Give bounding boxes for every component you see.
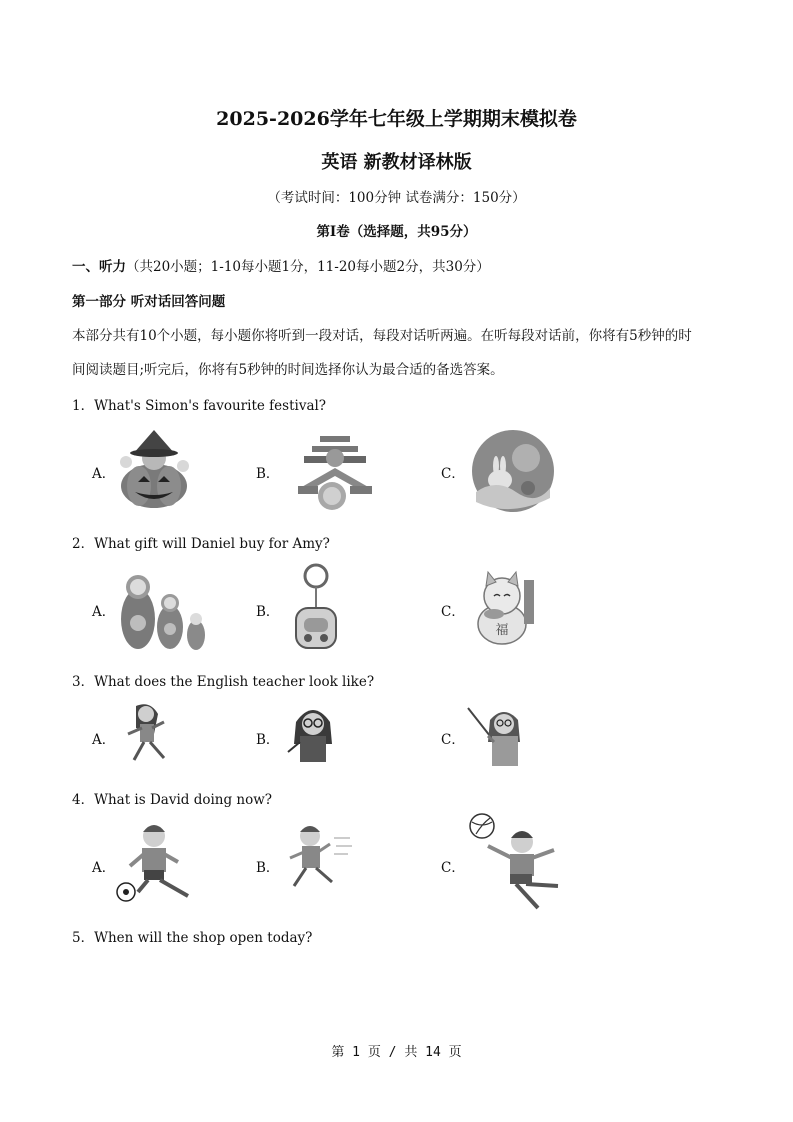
question-5 (72, 926, 312, 946)
option-a[interactable]: A． (92, 732, 116, 748)
option-a[interactable]: A． (92, 860, 116, 876)
section-heading-detail: （共20小题；1-10每小题1分，11-20每小题2分，共30分） (126, 259, 490, 275)
boy-volleyball-image (466, 812, 566, 914)
volume-title: 第I卷（选择题，共95分） (316, 224, 477, 240)
question-number: 1． (72, 398, 95, 414)
question-number: 3． (72, 674, 95, 690)
question-2 (72, 532, 330, 552)
instruction-line-2: 间阅读题目;听完后，你将有5秒钟的时间选择你认为最合适的备选答案。 (72, 362, 504, 378)
mid-autumn-rabbit-moon-image (470, 428, 556, 514)
lucky-cat-character: 福 (495, 623, 509, 638)
option-c[interactable]: C． (441, 732, 465, 748)
option-c[interactable]: C． (441, 466, 465, 482)
question-text: What gift will Daniel buy for Amy? (94, 536, 330, 552)
question-number: 4． (72, 792, 95, 808)
boy-football-image (114, 822, 200, 906)
question-4 (72, 788, 272, 808)
halloween-pumpkin-witch-image (113, 428, 195, 510)
question-text: What's Simon's favourite festival? (94, 398, 327, 414)
option-b[interactable]: B． (256, 604, 280, 620)
question-text: What is David doing now? (94, 792, 273, 808)
exam-info: （考试时间：100分钟 试卷满分：150分） (267, 190, 526, 206)
page-footer: 第 1 页 / 共 14 页 (331, 1045, 462, 1060)
instruction-line-1: 本部分共有10个小题，每小题你将听到一段对话，每段对话听两遍。在听每段对话前，你将有5秒钟的时 (72, 328, 692, 344)
matryoshka-dolls-image (116, 565, 208, 651)
part-title: 第一部分 听对话回答问题 (72, 294, 226, 310)
boy-running-image (278, 824, 354, 900)
option-b[interactable]: B． (256, 732, 280, 748)
question-number: 5． (72, 930, 95, 946)
lucky-cat-image (470, 570, 544, 646)
option-c[interactable]: C． (441, 604, 465, 620)
option-a[interactable]: A． (92, 466, 116, 482)
question-1 (72, 394, 326, 414)
question-number: 2． (72, 536, 95, 552)
teacher-pointer-image (466, 706, 526, 768)
spring-festival-chun-image (290, 428, 380, 512)
option-a[interactable]: A． (92, 604, 116, 620)
section-heading-label: 一、听力 (72, 259, 126, 275)
option-c[interactable]: C． (441, 860, 465, 876)
question-text: What does the English teacher look like? (94, 674, 375, 690)
question-3 (72, 670, 374, 690)
keychain-image (290, 562, 342, 656)
option-b[interactable]: B． (256, 860, 280, 876)
teacher-glasses-image (286, 702, 340, 768)
girl-running-image (120, 702, 176, 766)
exam-subtitle: 英语 新教材译林版 (321, 152, 472, 173)
question-text: When will the shop open today? (94, 930, 313, 946)
option-b[interactable]: B． (256, 466, 280, 482)
section-heading (72, 255, 490, 275)
exam-title: 2025-2026学年七年级上学期期末模拟卷 (216, 108, 577, 130)
